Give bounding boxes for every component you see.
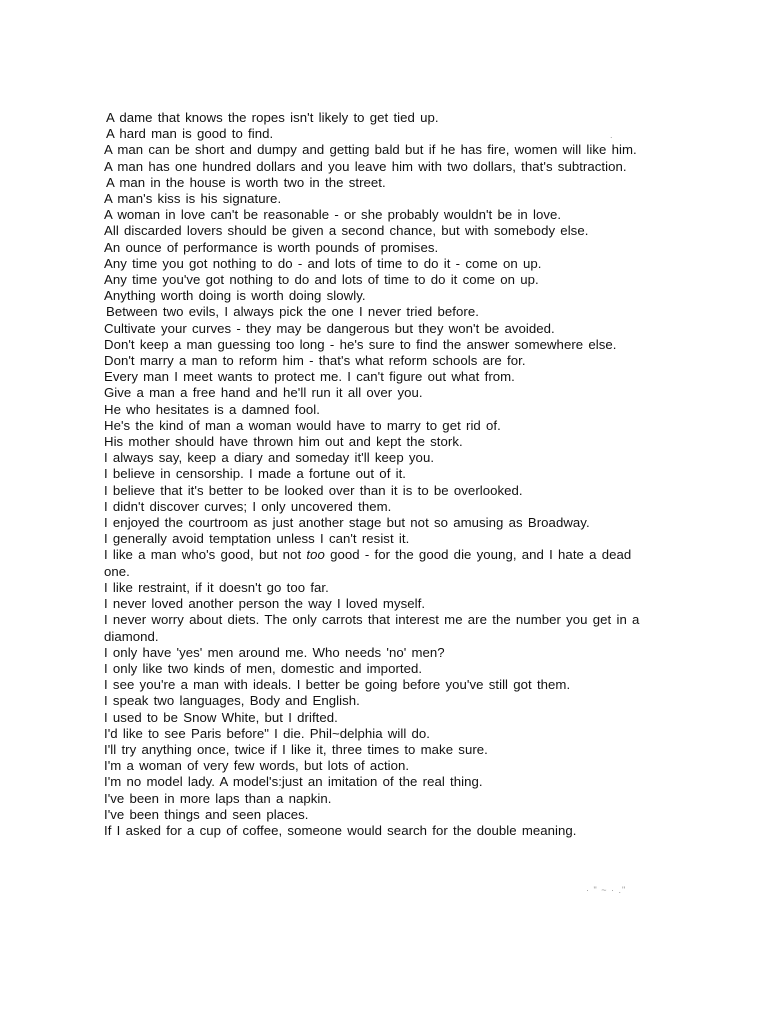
quote-text: I'm a woman of very few words, but lots of action. <box>104 758 410 774</box>
quote-line <box>104 791 644 807</box>
quote-line <box>104 223 644 239</box>
quote-line <box>104 758 644 774</box>
quote-text: Any time you've got nothing to do and lots of time to do it come on up. <box>104 272 539 288</box>
quote-text: I see you're a man with ideals. I better be going before you've still got them. <box>104 677 571 693</box>
quote-text: A man's kiss is his signature. <box>104 191 282 207</box>
quote-text: I enjoyed the courtroom as just another stage but not so amusing as Broadway. <box>104 515 590 531</box>
quote-line <box>104 207 644 223</box>
quote-text: I didn't discover curves; I only uncovered them. <box>104 498 392 514</box>
quote-text: I'm no model lady. A model's:just an imitation of the real thing. <box>104 774 483 790</box>
quote-line <box>104 450 644 466</box>
quote-line <box>104 466 644 482</box>
scan-speck-bottom: · " ~ · ." <box>586 885 627 895</box>
quote-text: A hard man is good to find. <box>106 126 274 142</box>
quote-text: Anything worth doing is worth doing slowly. <box>104 288 366 304</box>
quote-text: An ounce of performance is worth pounds of promises. <box>104 239 439 255</box>
quote-text: He who hesitates is a damned fool. <box>104 401 320 417</box>
quote-text: If I asked for a cup of coffee, someone would search for the double meaning. <box>104 822 577 838</box>
quote-line <box>104 547 644 579</box>
quote-text: I've been in more laps than a napkin. <box>104 790 332 806</box>
quote-line <box>104 110 644 126</box>
quote-line <box>104 515 644 531</box>
quote-text: I'll try anything once, twice if I like it, three times to make sure. <box>104 741 488 757</box>
quote-line <box>104 159 644 175</box>
quote-line <box>104 726 644 742</box>
quote-text: Any time you got nothing to do - and lots of time to do it - come on up. <box>104 255 542 271</box>
quote-line <box>104 693 644 709</box>
quote-line <box>104 369 644 385</box>
quote-line <box>104 402 644 418</box>
quote-text: I speak two languages, Body and English. <box>104 693 360 709</box>
quote-line <box>104 240 644 256</box>
quote-list <box>104 110 644 839</box>
quote-line <box>104 742 644 758</box>
quote-text: I never worry about diets. The only carrots that interest me are the number you get in a diamond. <box>104 612 640 644</box>
quote-line <box>104 191 644 207</box>
quote-text: Give a man a free hand and he'll run it all over you. <box>104 385 423 401</box>
quote-line <box>104 126 644 142</box>
quote-line <box>104 612 644 644</box>
quote-line <box>104 580 644 596</box>
quote-text: Don't keep a man guessing too long - he's sure to find the answer somewhere else. <box>104 336 617 352</box>
quote-text: A man has one hundred dollars and you leave him with two dollars, that's subtraction. <box>104 158 627 174</box>
quote-line <box>104 677 644 693</box>
quote-text: Don't marry a man to reform him - that's what reform schools are for. <box>104 353 526 369</box>
quote-line <box>104 661 644 677</box>
quote-line <box>104 434 644 450</box>
quote-text: A dame that knows the ropes isn't likely to get tied up. <box>106 110 439 125</box>
quote-text: All discarded lovers should be given a second chance, but with somebody else. <box>104 223 589 239</box>
quote-text: I like restraint, if it doesn't go too far. <box>104 579 329 595</box>
quote-line <box>104 256 644 272</box>
quote-line <box>104 774 644 790</box>
quote-text: I'd like to see Paris before" I die. Phil~delphia will do. <box>104 725 431 741</box>
quote-text: I generally avoid temptation unless I can't resist it. <box>104 531 410 547</box>
quote-text: I believe that it's better to be looked over than it is to be overlooked. <box>104 482 523 498</box>
quote-line <box>104 531 644 547</box>
scan-speck-top: . <box>610 130 614 140</box>
quote-text: A man can be short and dumpy and getting bald but if he has fire, women will like him. <box>104 142 637 158</box>
quote-text: I've been things and seen places. <box>104 806 309 822</box>
quote-line <box>104 321 644 337</box>
quote-text: Between two evils, I always pick the one I never tried before. <box>106 304 479 320</box>
quote-line <box>104 304 644 320</box>
quote-text: Every man I meet wants to protect me. I can't figure out what from. <box>104 369 515 385</box>
quote-line <box>104 645 644 661</box>
quote-text: I never loved another person the way I loved myself. <box>104 596 426 612</box>
quote-line <box>104 272 644 288</box>
quote-text: He's the kind of man a woman would have to marry to get rid of. <box>104 417 501 433</box>
quote-line <box>104 142 644 158</box>
quote-text-continued: good - for the good die young, and I hate a dead one. <box>104 547 632 579</box>
quote-text: I believe in censorship. I made a fortune out of it. <box>104 466 407 482</box>
quote-line <box>104 710 644 726</box>
quote-line <box>104 353 644 369</box>
quote-line <box>104 807 644 823</box>
quote-line <box>104 596 644 612</box>
quote-line <box>104 499 644 515</box>
quote-line <box>104 823 644 839</box>
quote-line <box>104 418 644 434</box>
quote-text: I always say, keep a diary and someday it'll keep you. <box>104 450 435 466</box>
quote-emphasis: too <box>306 547 325 563</box>
quote-text: I like a man who's good, but not <box>104 547 307 563</box>
quote-line <box>104 175 644 191</box>
quote-text: A man in the house is worth two in the street. <box>106 174 386 190</box>
quote-text: A woman in love can't be reasonable - or she probably wouldn't be in love. <box>104 207 562 223</box>
quote-text: I only like two kinds of men, domestic and imported. <box>104 660 423 676</box>
quote-line <box>104 288 644 304</box>
quote-text: I only have 'yes' men around me. Who needs 'no' men? <box>104 644 445 660</box>
quote-text: His mother should have thrown him out and kept the stork. <box>104 434 463 450</box>
quote-text: Cultivate your curves - they may be dangerous but they won't be avoided. <box>104 320 555 336</box>
quote-line <box>104 337 644 353</box>
quote-text: I used to be Snow White, but I drifted. <box>104 709 338 725</box>
quote-line <box>104 385 644 401</box>
quote-line <box>104 483 644 499</box>
